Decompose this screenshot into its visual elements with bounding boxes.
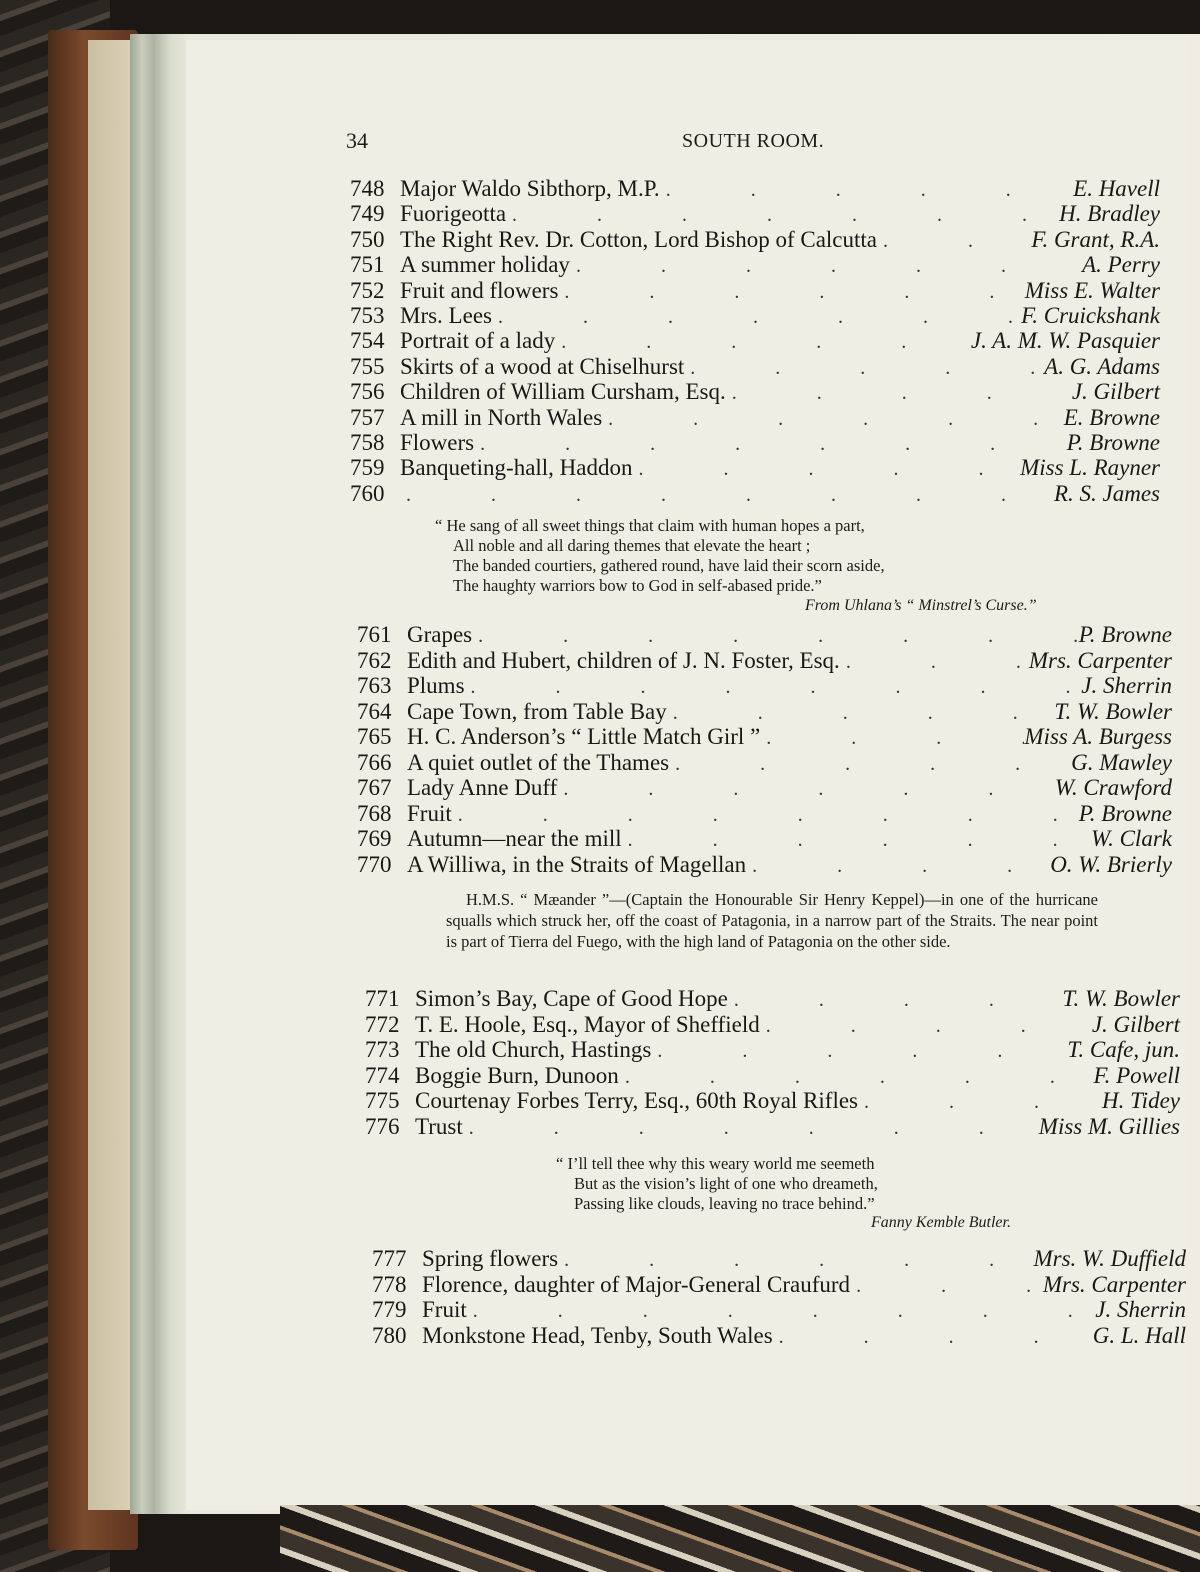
bottom-marbled-board	[280, 1505, 1200, 1572]
entry-artist: J. Gilbert	[1071, 379, 1160, 405]
leader-dots	[651, 1040, 1067, 1063]
entry-title: Fruit	[422, 1297, 467, 1323]
entry-number: 753	[350, 303, 385, 328]
catalogue-entry	[350, 354, 1160, 380]
entry-770-note: H.M.S. “ Mæander ”—(Captain the Honourable Sir Henry Keppel)—in one of the hurricane squalls which struck her, off the coast of Patagonia, in a narrow part of the Straits. The near point is part of Tierra del Fuego, with the high land of Patagonia on the other side.	[446, 890, 1098, 951]
entry-artist: W. Crawford	[1054, 775, 1172, 800]
entry-number: 759	[350, 455, 385, 481]
leader-dots	[726, 382, 1072, 405]
leader-dots	[558, 281, 1024, 304]
entry-artist: W. Clark	[1091, 826, 1172, 851]
catalogue-entry	[350, 201, 1160, 227]
leader-dots	[506, 204, 1059, 227]
entry-artist: J. A. M. W. Pasquier	[970, 328, 1160, 354]
catalogue-entry	[350, 278, 1160, 304]
leader-dots	[669, 753, 1071, 776]
entry-artist: A. G. Adams	[1044, 353, 1160, 379]
entry-number: 772	[365, 1011, 400, 1037]
leader-dots	[463, 1117, 1039, 1140]
catalogue-entry	[357, 673, 1172, 699]
quote-line: “ I’ll tell thee why this weary world me seemeth	[556, 1154, 875, 1173]
entry-artist: A. Perry	[1082, 252, 1160, 278]
entry-number: 779	[372, 1297, 407, 1323]
entry-number: 750	[350, 226, 385, 252]
entry-artist: Mrs. W. Duffield	[1033, 1246, 1186, 1271]
catalogue-entry	[365, 1114, 1180, 1140]
entry-number: 774	[365, 1062, 400, 1088]
leader-dots	[622, 829, 1091, 852]
catalogue-entry	[365, 1088, 1180, 1114]
quote-attribution: Fanny Kemble Butler.	[871, 1214, 1011, 1231]
entry-title: Autumn—near the mill	[407, 826, 622, 851]
entry-title: Spring flowers	[422, 1246, 559, 1271]
leader-dots	[558, 1249, 1033, 1272]
entry-title: A summer holiday	[400, 252, 570, 278]
entry-artist: P. Browne	[1066, 430, 1160, 455]
catalogue-entry	[350, 227, 1160, 253]
entry-title: A Williwa, in the Straits of Magellan	[407, 851, 747, 877]
entry-artist: F. Grant, R.A.	[1031, 226, 1160, 252]
entry-artist: Miss L. Rayner	[1020, 455, 1160, 481]
entry-artist: H. Tidey	[1102, 1088, 1180, 1114]
leader-dots	[660, 179, 1073, 202]
entry-number: 763	[357, 673, 392, 698]
leader-dots	[760, 727, 1024, 750]
leader-dots	[850, 1275, 1043, 1298]
entry-artist: P. Browne	[1078, 800, 1172, 826]
entry-number: 769	[357, 826, 392, 851]
entry-number: 752	[350, 277, 385, 303]
page-number: 34	[346, 128, 368, 153]
quote-line: But as the vision’s light of one who dreameth,	[574, 1174, 878, 1193]
entry-number: 767	[357, 775, 392, 800]
entry-number: 751	[350, 252, 385, 278]
catalogue-entry	[357, 622, 1172, 648]
butler-quote	[556, 1154, 878, 1214]
catalogue-entry	[350, 379, 1160, 405]
leader-dots	[760, 1015, 1092, 1038]
entry-artist: H. Bradley	[1059, 201, 1160, 227]
entry-title: Grapes	[407, 622, 473, 647]
entry-artist: J. Sherrin	[1081, 673, 1172, 698]
entry-artist: E. Browne	[1063, 404, 1160, 430]
entry-artist: G. Mawley	[1071, 749, 1172, 775]
leader-dots	[858, 1091, 1102, 1114]
entry-artist: T. Cafe, jun.	[1067, 1037, 1180, 1063]
entry-artist: G. L. Hall	[1092, 1322, 1186, 1348]
entry-title: Flowers	[400, 430, 475, 455]
catalogue-entry	[350, 481, 1160, 507]
leader-dots	[840, 651, 1029, 674]
catalogue-entry	[365, 1037, 1180, 1063]
catalogue-entry	[365, 1012, 1180, 1038]
catalogue-entry	[357, 648, 1172, 674]
leader-dots	[557, 778, 1055, 801]
entry-artist: O. W. Brierly	[1050, 851, 1172, 877]
entry-title: Fruit	[407, 800, 452, 826]
entry-artist: P. Browne	[1078, 622, 1172, 647]
entry-title: Monkstone Head, Tenby, South Wales	[422, 1322, 773, 1348]
catalogue-entry	[357, 724, 1172, 750]
running-head: SOUTH ROOM.	[682, 130, 825, 152]
quote-line: The haughty warriors bow to God in self-abased pride.”	[453, 576, 822, 595]
leader-dots	[452, 804, 1079, 827]
entry-artist: Miss A. Burgess	[1024, 724, 1172, 749]
entry-artist: Mrs. Carpenter	[1042, 1271, 1186, 1297]
catalogue-entry	[372, 1323, 1186, 1349]
entry-number: 773	[365, 1037, 400, 1063]
leader-dots	[877, 230, 1031, 253]
leader-dots	[472, 625, 1079, 648]
entry-title: Boggie Burn, Dunoon	[415, 1062, 619, 1088]
entry-number: 776	[365, 1114, 400, 1139]
entry-artist: T. W. Bowler	[1054, 698, 1172, 724]
leader-dots	[667, 702, 1055, 725]
catalogue-entry	[350, 430, 1160, 456]
entry-number: 762	[357, 647, 392, 673]
leader-dots	[684, 357, 1044, 380]
entry-title: A mill in North Wales	[400, 404, 603, 430]
entry-title: Plums	[407, 673, 465, 698]
leader-dots	[400, 484, 1054, 507]
entry-title: Portrait of a lady	[400, 328, 556, 354]
leader-dots	[619, 1066, 1094, 1089]
entry-number: 754	[350, 328, 385, 354]
entry-number: 761	[357, 622, 392, 647]
entry-number: 758	[350, 430, 385, 455]
entry-number: 780	[372, 1322, 407, 1348]
entry-artist: F. Cruickshank	[1021, 303, 1160, 328]
entry-artist: J. Sherrin	[1095, 1297, 1186, 1323]
entry-artist: E. Havell	[1073, 176, 1160, 201]
catalogue-entry	[350, 252, 1160, 278]
entry-title: Edith and Hubert, children of J. N. Foster, Esq.	[407, 647, 840, 673]
entry-artist: J. Gilbert	[1091, 1011, 1180, 1037]
entry-title: The old Church, Hastings	[415, 1037, 652, 1063]
entry-number: 777	[372, 1246, 407, 1271]
leader-dots	[465, 676, 1082, 699]
catalogue-entry	[357, 699, 1172, 725]
leader-dots	[728, 989, 1063, 1012]
quote-line: “ He sang of all sweet things that claim with human hopes a part,	[435, 516, 865, 535]
uhland-quote	[435, 516, 885, 596]
catalogue-entry	[365, 1063, 1180, 1089]
entry-number: 756	[350, 379, 385, 405]
leader-dots	[555, 331, 971, 354]
entry-artist: Miss E. Walter	[1024, 277, 1160, 303]
quote-attribution: From Uhlana’s “ Minstrel’s Curse.”	[805, 597, 1037, 614]
leader-dots	[773, 1326, 1093, 1349]
catalogue-entry	[350, 328, 1160, 354]
entry-number: 770	[357, 851, 392, 877]
entry-number: 775	[365, 1088, 400, 1114]
entry-title: Children of William Cursham, Esq.	[400, 379, 726, 405]
entry-title: Lady Anne Duff	[407, 775, 558, 800]
entry-title: T. E. Hoole, Esq., Mayor of Sheffield	[415, 1011, 760, 1037]
catalogue-entry	[357, 801, 1172, 827]
entry-title: Fruit and flowers	[400, 277, 559, 303]
entry-title: Skirts of a wood at Chiselhurst	[400, 353, 685, 379]
leader-dots	[602, 408, 1064, 431]
catalogue-entry	[365, 986, 1180, 1012]
catalogue-entry	[350, 303, 1160, 329]
quote-line: Passing like clouds, leaving no trace behind.”	[574, 1194, 875, 1213]
quote-line: The banded courtiers, gathered round, have laid their scorn aside,	[453, 556, 885, 575]
entry-artist: Miss M. Gillies	[1038, 1114, 1180, 1139]
catalogue-entry	[357, 852, 1172, 878]
catalogue-entry	[372, 1297, 1186, 1323]
leader-dots	[570, 255, 1082, 278]
page-header	[0, 128, 1200, 158]
entry-title: A quiet outlet of the Thames	[407, 749, 670, 775]
entry-title: Courtenay Forbes Terry, Esq., 60th Royal Rifles	[415, 1088, 858, 1114]
entry-title: Simon’s Bay, Cape of Good Hope	[415, 986, 728, 1011]
entry-artist: R. S. James	[1053, 480, 1160, 506]
entry-number: 749	[350, 201, 385, 227]
leader-dots	[467, 1300, 1096, 1323]
quote-line: All noble and all daring themes that elevate the heart ;	[453, 536, 811, 555]
entry-title: H. C. Anderson’s “ Little Match Girl ”	[407, 724, 761, 749]
entry-number: 771	[365, 986, 400, 1011]
entry-title: Major Waldo Sibthorp, M.P.	[400, 176, 660, 201]
entry-number: 748	[350, 176, 385, 201]
catalogue-entry	[372, 1246, 1186, 1272]
entry-artist: Mrs. Carpenter	[1028, 647, 1172, 673]
entry-number: 757	[350, 404, 385, 430]
catalogue-entry	[350, 455, 1160, 481]
catalogue-entry	[350, 176, 1160, 202]
leader-dots	[633, 458, 1021, 481]
catalogue-entry	[350, 405, 1160, 431]
entry-title: Fuorigeotta	[400, 201, 507, 227]
catalogue-entry	[357, 826, 1172, 852]
catalogue-entry	[372, 1272, 1186, 1298]
entry-artist: T. W. Bowler	[1062, 986, 1180, 1011]
entry-number: 764	[357, 698, 392, 724]
catalogue-entry	[357, 775, 1172, 801]
entry-title: Banqueting-hall, Haddon	[400, 455, 633, 481]
entry-number: 768	[357, 800, 392, 826]
entry-number: 765	[357, 724, 392, 749]
entry-title: The Right Rev. Dr. Cotton, Lord Bishop of Calcutta	[400, 226, 877, 252]
leader-dots	[474, 433, 1067, 456]
leader-dots	[492, 306, 1021, 329]
entry-title: Trust	[415, 1114, 463, 1139]
entry-title: Mrs. Lees	[400, 303, 492, 328]
leader-dots	[746, 855, 1050, 878]
entry-number: 778	[372, 1271, 407, 1297]
entry-title: Florence, daughter of Major-General Craufurd	[422, 1271, 851, 1297]
entry-title: Cape Town, from Table Bay	[407, 698, 667, 724]
catalogue-entry	[357, 750, 1172, 776]
entry-artist: F. Powell	[1093, 1062, 1180, 1088]
entry-number: 760	[350, 480, 385, 506]
entry-number: 766	[357, 749, 392, 775]
entry-number: 755	[350, 353, 385, 379]
